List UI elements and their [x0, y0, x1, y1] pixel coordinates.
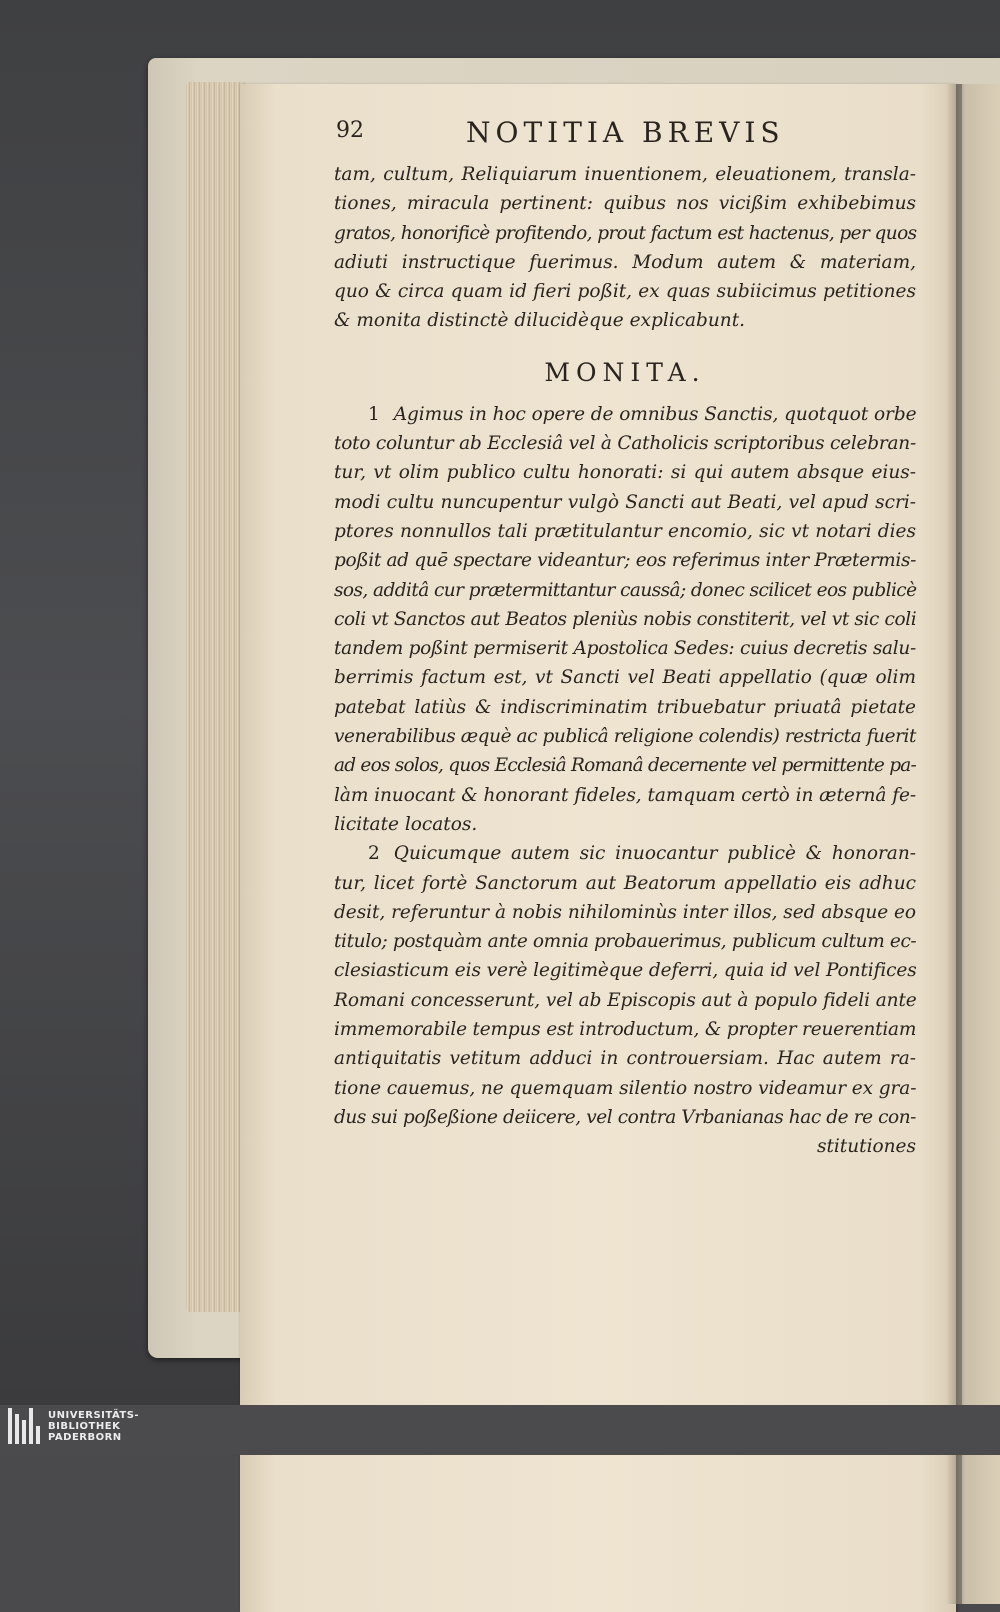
text-line: toto coluntur ab Ecclesiâ vel à Catholicis scriptoribus celebran-: [334, 433, 916, 455]
text-line: Romani concesserunt, vel ab Episcopis aut à populo fideli ante: [334, 989, 917, 1011]
text-line: gratos, honorificè profitendo, prout factum est hactenus, per quos: [334, 222, 917, 244]
page-number: 92: [336, 118, 364, 143]
text-line: tur, licet fortè Sanctorum aut Beatorum appellatio eis adhuc: [334, 872, 916, 894]
section-heading: MONITA.: [544, 357, 706, 387]
text-line: dus sui poßeßione deiicere, vel contra Vrbanianas hac de re con-: [334, 1106, 916, 1128]
text-line: làm inuocant & honorant fideles, tamquam certò in æternâ fe-: [334, 784, 917, 806]
text-line: patebat latiùs & indiscriminatim tribuebatur priuatâ pietate: [334, 696, 916, 718]
paragraph-first-line: Quicumque autem sic inuocantur publicè & honoran-: [393, 843, 916, 865]
text-line: [334, 839, 916, 868]
footer-bar: [0, 1405, 1000, 1455]
text-line: licitate locatos.: [334, 813, 478, 835]
text-line: clesiasticum eis verè legitimèque deferri, quia id vel Pontifices: [334, 960, 917, 982]
text-line: tiones, miracula pertinent: quibus nos vicißim exhibebimus: [334, 193, 916, 215]
text-line: desit, referuntur à nobis nihilominùs inter illos, sed absque eo: [334, 901, 916, 923]
paragraph-number: 1: [368, 403, 380, 425]
library-logo-icon: [8, 1408, 40, 1444]
gutter-shadow: [946, 84, 962, 1604]
page-text: [334, 160, 916, 1162]
text-line: tam, cultum, Reliquiarum inuentionem, eleuationem, transla-: [334, 164, 916, 185]
page-edges: [186, 82, 246, 1312]
paragraph-number: 2: [368, 843, 380, 865]
library-name-line: PADERBORN: [48, 1431, 122, 1443]
text-line: ad eos solos, quos Ecclesiâ Romanâ decernente vel permittente pa-: [334, 755, 916, 777]
catchword: stitutiones: [816, 1136, 916, 1158]
text-line: [334, 400, 916, 429]
library-logo: [8, 1408, 139, 1444]
text-line: antiquitatis vetitum adduci in controuersiam. Hac autem ra-: [334, 1048, 916, 1070]
paragraph-2: [334, 839, 916, 1132]
running-head: [336, 116, 806, 150]
library-name-line: UNIVERSITÄTS-: [48, 1409, 140, 1421]
text-line: modi cultu nuncupentur vulgò Sancti aut Beati, vel apud scri-: [334, 491, 916, 513]
text-line: tur, vt olim publico cultu honorati: si qui autem absque eius-: [334, 462, 916, 484]
text-line: tandem poßint permiserit Apostolica Sedes: cuius decretis salu-: [334, 638, 916, 660]
text-line: tione cauemus, ne quemquam silentio nostro videamur ex gra-: [334, 1077, 917, 1099]
text-line: & monita distinctè dilucidèque explicabunt.: [334, 310, 746, 332]
text-line: immemorabile tempus est introductum, & propter reuerentiam: [334, 1019, 917, 1041]
facing-page-edge: [956, 84, 1000, 1604]
text-line: quo & circa quam id fieri poßit, ex quas subiicimus petitiones: [334, 281, 916, 303]
text-line: coli vt Sanctos aut Beatos pleniùs nobis constiterit, vel vt sic coli: [334, 608, 917, 630]
text-line: ptores nonnullos tali prætitulantur encomio, sic vt notari dies: [334, 520, 916, 542]
running-title: NOTITIA BREVIS: [466, 116, 785, 149]
text-line: adiuti instructique fuerimus. Modum autem & materiam,: [334, 251, 916, 273]
text-line: titulo; postquàm ante omnia probauerimus, publicum cultum ec-: [334, 931, 917, 953]
paragraph-1: [334, 400, 916, 839]
intro-paragraph: [334, 160, 916, 336]
text-line: sos, additâ cur prætermittantur caussâ; donec scilicet eos publicè: [334, 579, 917, 601]
text-line: venerabilibus æquè ac publicâ religione colendis) restricta fuerit: [334, 726, 916, 748]
library-name: [48, 1410, 139, 1443]
text-line: poßit ad quē spectare videantur; eos referimus inter Prætermis-: [334, 550, 916, 572]
library-name-line: BIBLIOTHEK: [48, 1420, 121, 1432]
text-line: berrimis factum est, vt Sancti vel Beati appellatio (quæ olim: [334, 667, 916, 689]
paragraph-first-line: Agimus in hoc opere de omnibus Sanctis, quotquot orbe: [393, 403, 917, 425]
